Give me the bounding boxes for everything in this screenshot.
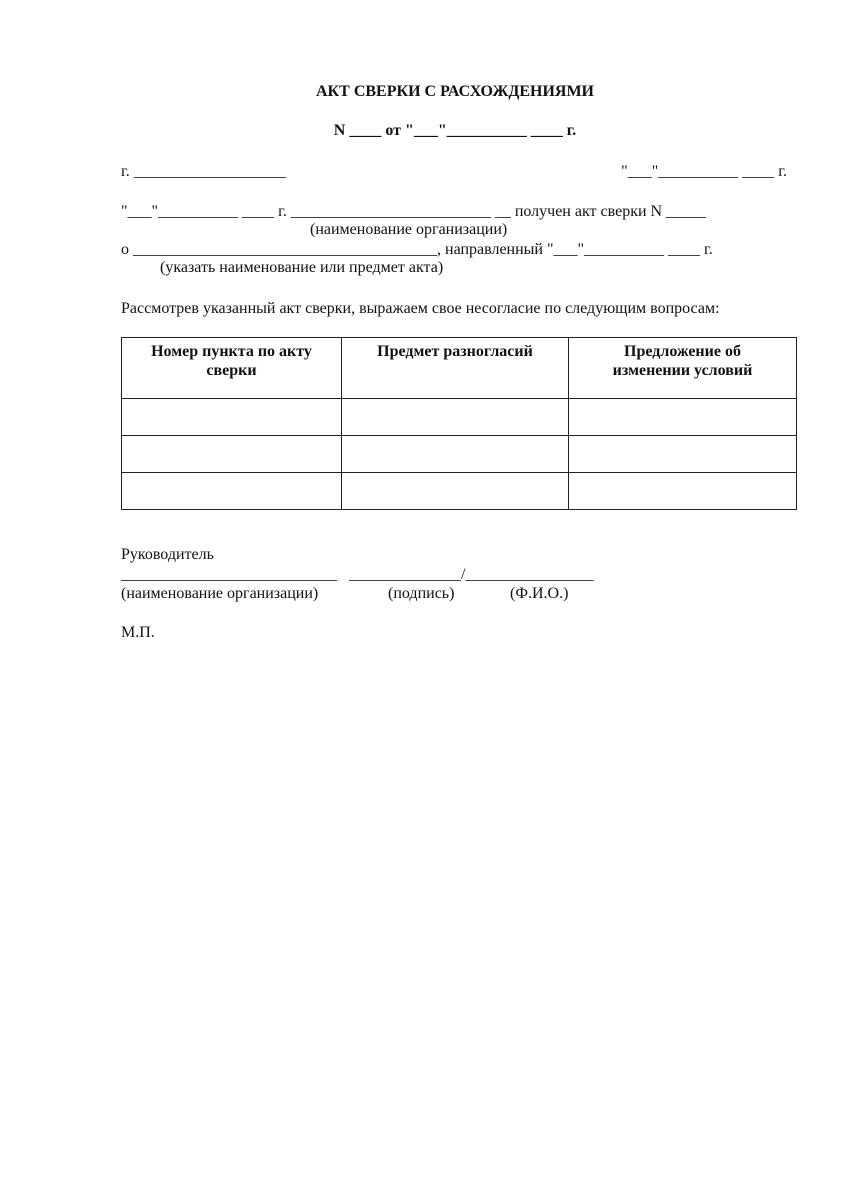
table-cell[interactable] <box>342 399 569 436</box>
table-row <box>122 473 797 510</box>
caption-signature: (подпись) <box>388 585 455 602</box>
about-caption: (указать наименование или предмет акта) <box>160 259 444 276</box>
caption-organization: (наименование организации) <box>121 585 319 602</box>
table-cell[interactable] <box>122 436 342 473</box>
signature-lines: ___________________________ ______________/________________ <box>121 566 594 583</box>
document-title: АКТ СВЕРКИ С РАСХОЖДЕНИЯМИ <box>315 83 594 100</box>
table-cell[interactable] <box>569 473 797 510</box>
table-row <box>122 399 797 436</box>
table-cell[interactable] <box>122 473 342 510</box>
intro-paragraph: Рассмотрев указанный акт сверки, выражаем свое несогласие по следующим вопросам: <box>121 300 720 317</box>
about-line: о ______________________________________, направленный "___"__________ ____ г. <box>121 241 713 258</box>
header-item-number: Номер пункта по акту сверки <box>122 338 342 399</box>
date-field: "___"__________ ____ г. <box>621 163 787 180</box>
table-cell[interactable] <box>569 399 797 436</box>
document-number-line: N ____ от "___"__________ ____ г. <box>333 122 577 139</box>
header-subject: Предмет разногласий <box>342 338 569 399</box>
stamp-placeholder: М.П. <box>121 624 155 641</box>
table-header-row <box>122 338 797 399</box>
table-cell[interactable] <box>569 436 797 473</box>
discrepancy-table <box>121 337 797 510</box>
table-cell[interactable] <box>342 436 569 473</box>
caption-full-name: (Ф.И.О.) <box>510 585 569 602</box>
header-proposal: Предложение об изменении условий <box>569 338 797 399</box>
table-row <box>122 436 797 473</box>
signature-role: Руководитель <box>121 546 214 563</box>
table-cell[interactable] <box>342 473 569 510</box>
table-cell[interactable] <box>122 399 342 436</box>
received-caption: (наименование организации) <box>310 221 508 238</box>
city-field: г. ___________________ <box>121 163 286 180</box>
received-line: "___"__________ ____ г. _________________________ __ получен акт сверки N _____ <box>121 203 707 220</box>
